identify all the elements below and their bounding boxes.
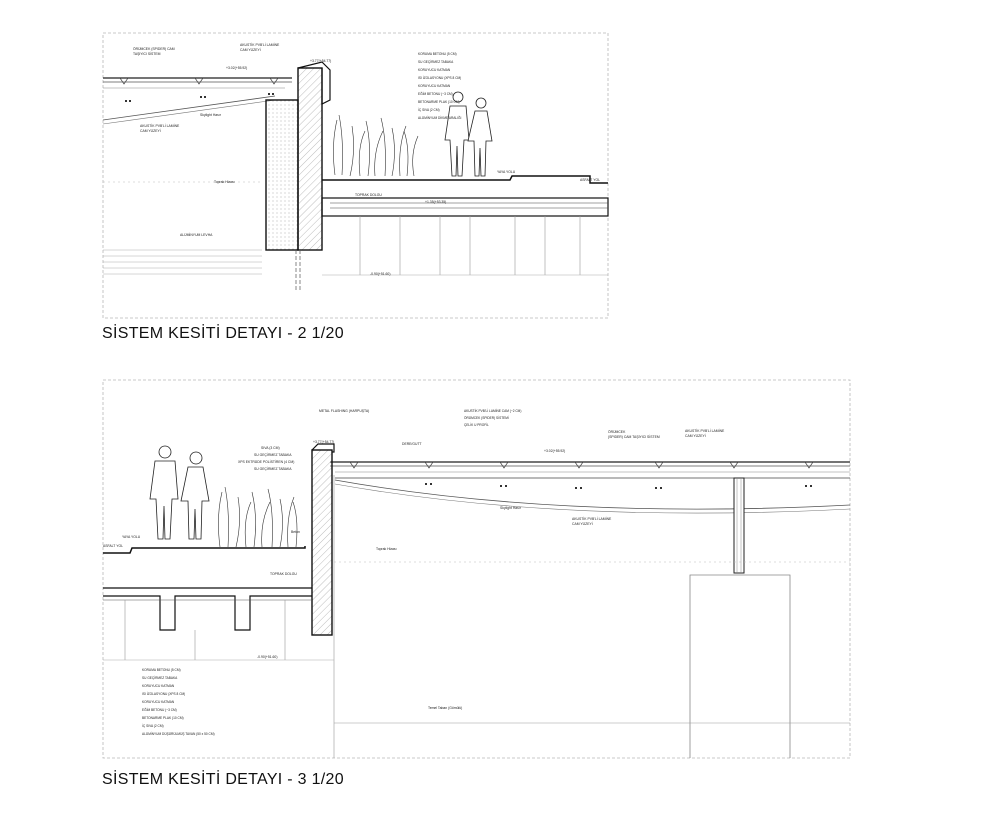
detail-3-title: SİSTEM KESİTİ DETAYI - 3 1/20 [102,771,344,788]
svg-text:ASFALT YOL: ASFALT YOL [580,178,600,182]
svg-text:BETONARME PLAK (10 CM): BETONARME PLAK (10 CM) [418,100,460,104]
svg-text:Skylight Hasır: Skylight Hasır [500,506,521,510]
svg-text:CAM YÜZEYİ: CAM YÜZEYİ [572,522,593,526]
detail-3-top-legend [464,408,521,427]
svg-text:+3.02(+55.92): +3.02(+55.92) [226,66,248,70]
svg-text:AKUSTİK PVB'Lİ LAMİNE: AKUSTİK PVB'Lİ LAMİNE [572,517,612,521]
svg-text:AKUSTİK PVB'Lİ LAMİNE: AKUSTİK PVB'Lİ LAMİNE [240,43,280,47]
svg-text:CAM YÜZEYİ: CAM YÜZEYİ [685,434,706,438]
svg-text:ÇELİK U PROFİL: ÇELİK U PROFİL [464,423,489,427]
svg-text:SU GEÇİRMEZ TABAKA: SU GEÇİRMEZ TABAKA [254,453,292,457]
svg-text:YAYA YOLU: YAYA YOLU [497,170,516,174]
svg-text:+3.77(+54.77): +3.77(+54.77) [313,440,335,444]
people-figures-icon-2 [150,446,209,539]
svg-text:CAM YÜZEYİ: CAM YÜZEYİ [140,129,161,133]
svg-text:SU GEÇİRMEZ TABAKA: SU GEÇİRMEZ TABAKA [254,467,292,471]
svg-text:CAM YÜZEYİ: CAM YÜZEYİ [240,48,261,52]
svg-text:EĞİM BETONU (~3 CM): EĞİM BETONU (~3 CM) [418,92,453,96]
svg-text:(SPIDER) CAM TAŞIYICI SİSTEM: (SPIDER) CAM TAŞIYICI SİSTEM [608,435,660,439]
svg-text:ALÜMİNYUM DİKME ARALIĞI: ALÜMİNYUM DİKME ARALIĞI [418,116,462,120]
svg-text:-0.90(+51.60): -0.90(+51.60) [257,655,278,659]
svg-text:KORUMA BETONU (5 CM): KORUMA BETONU (5 CM) [142,668,181,672]
svg-text:ISI İZOLASYONU (XPS 8 CM): ISI İZOLASYONU (XPS 8 CM) [418,76,462,80]
svg-text:Skylight Hasır: Skylight Hasır [200,113,221,117]
svg-text:ÖRÜMCEK: ÖRÜMCEK [608,430,626,434]
svg-text:SIVA (3 CM): SIVA (3 CM) [261,446,280,450]
svg-text:ÖRÜMCEK (SPIDER) SİSTEMİ: ÖRÜMCEK (SPIDER) SİSTEMİ [464,416,509,420]
svg-text:EĞİM BETONU (~3 CM): EĞİM BETONU (~3 CM) [142,708,177,712]
svg-text:TAŞIYICI SİSTEM: TAŞIYICI SİSTEM [133,52,161,56]
svg-text:SU GEÇİRMEZ TABAKA: SU GEÇİRMEZ TABAKA [142,676,178,680]
svg-text:AKUSTİK PVB'Lİ LAMİNE CAM (~2: AKUSTİK PVB'Lİ LAMİNE CAM (~2 CM) [464,409,522,413]
svg-text:İÇ SIVA (2 CM): İÇ SIVA (2 CM) [418,108,440,112]
svg-text:XPS EKTRÜDE POLİSTİREN (4 CM): XPS EKTRÜDE POLİSTİREN (4 CM) [238,460,295,464]
detail-3 [103,380,850,758]
svg-text:İÇ SIVA (2 CM): İÇ SIVA (2 CM) [142,724,164,728]
svg-text:+1.35(+53.35): +1.35(+53.35) [425,200,447,204]
svg-text:AKUSTİK PVB'Lİ LAMİNE: AKUSTİK PVB'Lİ LAMİNE [685,429,725,433]
svg-text:AKUSTİK PVB'Lİ LAMİNE: AKUSTİK PVB'Lİ LAMİNE [140,124,180,128]
svg-text:KORUMA BETONU (5 CM): KORUMA BETONU (5 CM) [418,52,457,56]
svg-text:SU GEÇİRMEZ TABAKA: SU GEÇİRMEZ TABAKA [418,60,454,64]
svg-text:-0.90(+51.60): -0.90(+51.60) [370,272,391,276]
svg-text:YAYA YOLU: YAYA YOLU [122,535,141,539]
svg-text:DERE/GUTT: DERE/GUTT [402,442,422,446]
svg-text:KORUYUCU KATMAN: KORUYUCU KATMAN [142,700,175,704]
people-figures-icon [445,92,492,176]
svg-text:METAL FLASHING (HARPUŞTA): METAL FLASHING (HARPUŞTA) [319,409,370,413]
svg-text:Beton: Beton [291,530,300,534]
detail-2 [103,33,608,318]
svg-text:ASFALT YOL: ASFALT YOL [103,544,123,548]
svg-text:KORUYUCU KATMAN: KORUYUCU KATMAN [418,84,451,88]
svg-text:Toprak Hizası: Toprak Hizası [214,180,235,184]
svg-text:ALÜMİNYUM LEVHA: ALÜMİNYUM LEVHA [180,233,213,237]
svg-text:ISI İZOLASYONU (XPS 8 CM): ISI İZOLASYONU (XPS 8 CM) [142,692,186,696]
svg-text:+3.02(+55.92): +3.02(+55.92) [544,449,566,453]
svg-text:Toprak Hizası: Toprak Hizası [376,547,397,551]
svg-text:KORUYUCU KATMAN: KORUYUCU KATMAN [142,684,175,688]
svg-text:Temel Taban (Gömülü): Temel Taban (Gömülü) [428,706,463,710]
plants-icon [333,115,418,176]
svg-text:BETONARME PLAK (10 CM): BETONARME PLAK (10 CM) [142,716,184,720]
svg-text:+3.77(+54.77): +3.77(+54.77) [310,59,332,63]
svg-text:TOPRAK DOLGU: TOPRAK DOLGU [355,193,382,197]
svg-text:KORUYUCU KATMAN: KORUYUCU KATMAN [418,68,451,72]
plants-icon-2 [218,487,297,547]
detail-3-layer-legend [142,668,215,736]
detail-2-title: SİSTEM KESİTİ DETAYI - 2 1/20 [102,325,344,342]
label-spider-system: ÖRÜMCEK (SPIDER) CAM [133,47,175,51]
svg-text:ALÜMİNYUM DÜŞÜRÜLMÜŞ TAVAN (50: ALÜMİNYUM DÜŞÜRÜLMÜŞ TAVAN (50 x 50 CM) [142,732,215,736]
svg-text:TOPRAK DOLGU: TOPRAK DOLGU [270,572,297,576]
